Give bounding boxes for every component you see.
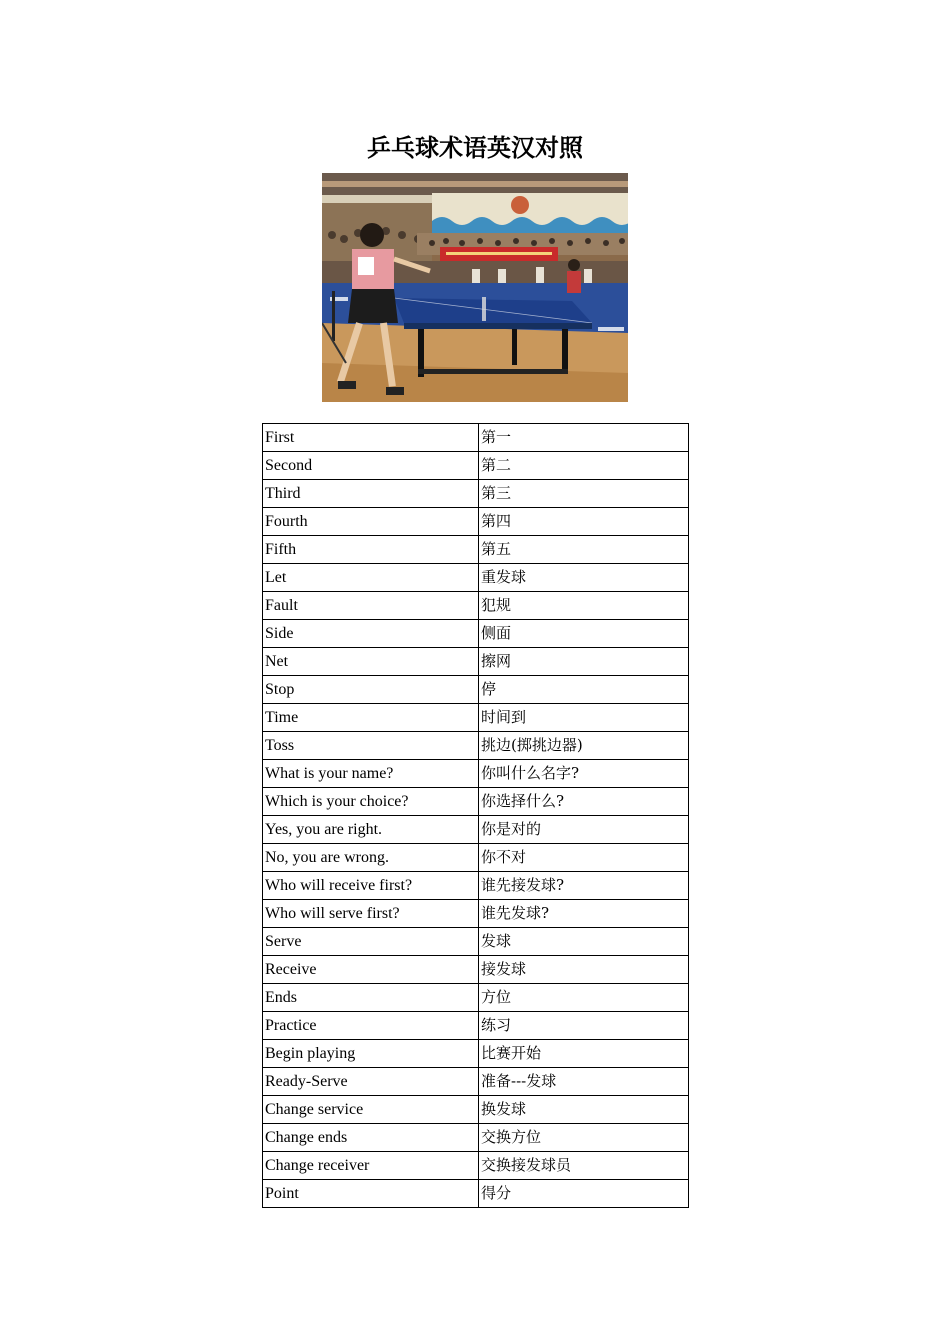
chinese-term: 你叫什么名字? <box>479 760 689 788</box>
chinese-term: 侧面 <box>479 620 689 648</box>
english-term: Net <box>263 648 479 676</box>
chinese-term: 第三 <box>479 480 689 508</box>
table-row <box>263 1152 689 1180</box>
chinese-term: 练习 <box>479 1012 689 1040</box>
english-term: Point <box>263 1180 479 1208</box>
english-term: Time <box>263 704 479 732</box>
table-row <box>263 844 689 872</box>
english-term: What is your name? <box>263 760 479 788</box>
table-row <box>263 536 689 564</box>
english-term: No, you are wrong. <box>263 844 479 872</box>
chinese-term: 挑边(掷挑边器) <box>479 732 689 760</box>
table-row <box>263 788 689 816</box>
page-title: 乒乓球术语英汉对照 <box>367 133 583 162</box>
table-row <box>263 424 689 452</box>
english-term: Third <box>263 480 479 508</box>
table-row <box>263 620 689 648</box>
table-row <box>263 900 689 928</box>
english-term: Practice <box>263 1012 479 1040</box>
table-row <box>263 480 689 508</box>
english-term: Stop <box>263 676 479 704</box>
chinese-term: 犯规 <box>479 592 689 620</box>
table-row <box>263 508 689 536</box>
english-term: Serve <box>263 928 479 956</box>
english-term: Ready-Serve <box>263 1068 479 1096</box>
english-term: Who will receive first? <box>263 872 479 900</box>
table-row <box>263 1068 689 1096</box>
english-term: Change ends <box>263 1124 479 1152</box>
chinese-term: 擦网 <box>479 648 689 676</box>
chinese-term: 重发球 <box>479 564 689 592</box>
chinese-term: 准备---发球 <box>479 1068 689 1096</box>
chinese-term: 第一 <box>479 424 689 452</box>
chinese-term: 第四 <box>479 508 689 536</box>
chinese-term: 第五 <box>479 536 689 564</box>
chinese-term: 比赛开始 <box>479 1040 689 1068</box>
table-row <box>263 1040 689 1068</box>
english-term: Toss <box>263 732 479 760</box>
table-row <box>263 676 689 704</box>
table-row <box>263 872 689 900</box>
english-term: Change receiver <box>263 1152 479 1180</box>
chinese-term: 谁先发球? <box>479 900 689 928</box>
english-term: Second <box>263 452 479 480</box>
table-tennis-photo <box>322 173 628 402</box>
chinese-term: 时间到 <box>479 704 689 732</box>
chinese-term: 发球 <box>479 928 689 956</box>
english-term: Begin playing <box>263 1040 479 1068</box>
english-term: Receive <box>263 956 479 984</box>
english-term: First <box>263 424 479 452</box>
chinese-term: 方位 <box>479 984 689 1012</box>
table-row <box>263 592 689 620</box>
table-row <box>263 452 689 480</box>
table-row <box>263 816 689 844</box>
chinese-term: 你是对的 <box>479 816 689 844</box>
table-row <box>263 1096 689 1124</box>
chinese-term: 得分 <box>479 1180 689 1208</box>
glossary-table <box>262 423 689 1208</box>
table-row <box>263 928 689 956</box>
english-term: Change service <box>263 1096 479 1124</box>
table-tennis-match-photo-icon <box>322 173 628 402</box>
table-row <box>263 1180 689 1208</box>
english-term: Fault <box>263 592 479 620</box>
english-term: Yes, you are right. <box>263 816 479 844</box>
chinese-term: 你选择什么? <box>479 788 689 816</box>
chinese-term: 接发球 <box>479 956 689 984</box>
chinese-term: 第二 <box>479 452 689 480</box>
english-term: Let <box>263 564 479 592</box>
chinese-term: 换发球 <box>479 1096 689 1124</box>
english-term: Fourth <box>263 508 479 536</box>
table-row <box>263 564 689 592</box>
table-row <box>263 732 689 760</box>
english-term: Fifth <box>263 536 479 564</box>
english-term: Which is your choice? <box>263 788 479 816</box>
chinese-term: 停 <box>479 676 689 704</box>
table-row <box>263 1012 689 1040</box>
english-term: Ends <box>263 984 479 1012</box>
table-row <box>263 648 689 676</box>
table-row <box>263 956 689 984</box>
table-row <box>263 1124 689 1152</box>
chinese-term: 你不对 <box>479 844 689 872</box>
english-term: Side <box>263 620 479 648</box>
table-row <box>263 704 689 732</box>
chinese-term: 谁先接发球? <box>479 872 689 900</box>
chinese-term: 交换接发球员 <box>479 1152 689 1180</box>
english-term: Who will serve first? <box>263 900 479 928</box>
chinese-term: 交换方位 <box>479 1124 689 1152</box>
table-row <box>263 984 689 1012</box>
table-row <box>263 760 689 788</box>
